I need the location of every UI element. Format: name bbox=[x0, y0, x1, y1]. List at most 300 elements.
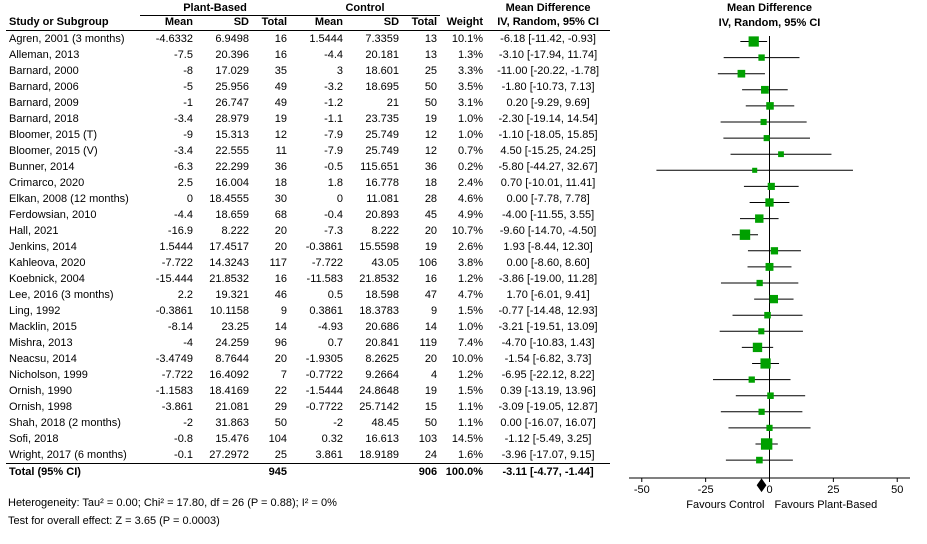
study-name: Sofi, 2018 bbox=[9, 433, 59, 445]
forest-row-marker bbox=[748, 263, 792, 270]
header-group-control: Control bbox=[290, 2, 440, 16]
effect-size-marker bbox=[738, 70, 745, 77]
total-weight: 100.0% bbox=[440, 464, 486, 481]
forest-row-marker bbox=[742, 343, 773, 351]
mean-control: -7.722 bbox=[311, 257, 344, 269]
mean-control: -1.9305 bbox=[305, 353, 344, 365]
table-row bbox=[6, 447, 610, 464]
total-plant: 68 bbox=[274, 209, 288, 221]
table-header-groups bbox=[6, 2, 610, 16]
header-mean-2: Mean bbox=[290, 16, 346, 31]
ci-text: -0.77 [-14.48, 12.93] bbox=[498, 305, 598, 317]
forest-row-marker bbox=[720, 329, 803, 334]
ci-text: 1.93 [-8.44, 12.30] bbox=[503, 241, 593, 253]
total-n2: 906 bbox=[402, 464, 440, 481]
effect-size-marker bbox=[779, 152, 784, 157]
forest-row-marker bbox=[721, 280, 798, 285]
sd-plant: 23.25 bbox=[221, 321, 249, 333]
x-axis-tick-label: 0 bbox=[766, 484, 773, 496]
mean-plant: -0.8 bbox=[174, 433, 193, 445]
forest-row-marker bbox=[723, 136, 810, 141]
ci-text: -1.80 [-10.73, 7.13] bbox=[501, 81, 595, 93]
mean-control: -1.5444 bbox=[305, 385, 344, 397]
study-name: Ling, 1992 bbox=[9, 305, 61, 317]
total-control: 12 bbox=[424, 145, 438, 157]
sd-control: 115.651 bbox=[360, 161, 400, 173]
total-control: 50 bbox=[424, 417, 438, 429]
forest-plot-panel bbox=[612, 0, 927, 544]
study-name: Barnard, 2018 bbox=[9, 113, 79, 125]
forest-row-marker bbox=[731, 152, 832, 157]
sd-plant: 21.8532 bbox=[209, 273, 249, 285]
sd-plant: 18.659 bbox=[215, 209, 249, 221]
ci-text: 0.70 [-10.01, 11.41] bbox=[500, 177, 596, 189]
total-control: 20 bbox=[424, 353, 438, 365]
total-control: 19 bbox=[424, 385, 438, 397]
table-row bbox=[6, 143, 610, 159]
sd-plant: 24.259 bbox=[215, 337, 249, 349]
total-plant: 96 bbox=[274, 337, 288, 349]
study-name: Bloomer, 2015 (V) bbox=[9, 145, 98, 157]
total-plant: 20 bbox=[274, 353, 288, 365]
mean-plant: -15.444 bbox=[155, 273, 193, 285]
effect-size-marker bbox=[757, 457, 763, 463]
study-name: Lee, 2016 (3 months) bbox=[9, 289, 114, 301]
total-plant: 16 bbox=[274, 33, 288, 45]
sd-control: 20.841 bbox=[365, 337, 400, 349]
weight: 1.0% bbox=[457, 129, 484, 141]
table-row bbox=[6, 191, 610, 207]
table-row bbox=[6, 63, 610, 79]
weight: 1.6% bbox=[457, 449, 484, 461]
sd-control: 18.601 bbox=[365, 65, 400, 77]
sd-control: 8.2625 bbox=[365, 353, 400, 365]
weight: 1.1% bbox=[457, 401, 484, 413]
total-plant: 19 bbox=[274, 113, 288, 125]
total-control: 16 bbox=[424, 273, 438, 285]
ci-text: -2.30 [-19.14, 14.54] bbox=[498, 113, 598, 125]
forest-row-marker bbox=[733, 312, 803, 318]
study-name: Kahleova, 2020 bbox=[9, 257, 86, 269]
mean-control: -7.9 bbox=[324, 129, 344, 141]
total-plant: 12 bbox=[274, 129, 288, 141]
effect-size-marker bbox=[761, 119, 766, 124]
table-row bbox=[6, 271, 610, 287]
mean-control: 0.5 bbox=[327, 289, 344, 301]
plot-title: Mean Difference bbox=[727, 2, 812, 14]
mean-plant: 2.5 bbox=[177, 177, 193, 189]
study-name: Crimarco, 2020 bbox=[9, 177, 85, 189]
sd-control: 18.695 bbox=[365, 81, 400, 93]
ci-text: -11.00 [-20.22, -1.78] bbox=[497, 65, 600, 77]
ci-text: 0.00 [-7.78, 7.78] bbox=[506, 193, 590, 205]
mean-control: -7.9 bbox=[324, 145, 344, 157]
ci-text: -3.96 [-17.07, 9.15] bbox=[501, 449, 595, 461]
ci-text: -1.10 [-18.05, 15.85] bbox=[498, 129, 598, 141]
sd-plant: 25.956 bbox=[215, 81, 249, 93]
sd-plant: 8.7644 bbox=[215, 353, 249, 365]
effect-size-marker bbox=[762, 86, 769, 93]
ci-text: -6.18 [-11.42, -0.93] bbox=[500, 33, 596, 45]
total-plant: 22 bbox=[274, 385, 288, 397]
mean-control: -0.7722 bbox=[305, 401, 344, 413]
ci-text: -4.00 [-11.55, 3.55] bbox=[501, 209, 595, 221]
table-row bbox=[6, 351, 610, 367]
mean-plant: -1.1583 bbox=[155, 385, 193, 397]
total-control: 9 bbox=[430, 305, 438, 317]
sd-plant: 15.313 bbox=[215, 129, 249, 141]
total-blank-2 bbox=[196, 464, 252, 481]
total-plant: 25 bbox=[274, 449, 288, 461]
total-plant: 7 bbox=[280, 369, 288, 381]
sd-plant: 22.555 bbox=[215, 145, 249, 157]
total-control: 14 bbox=[424, 321, 438, 333]
plot-subtitle: IV, Random, 95% CI bbox=[718, 17, 821, 29]
weight: 1.0% bbox=[457, 321, 484, 333]
mean-plant: -3.861 bbox=[161, 401, 193, 413]
total-control: 103 bbox=[418, 433, 438, 445]
forest-row-marker bbox=[736, 393, 805, 399]
header-ci: IV, Random, 95% CI bbox=[486, 16, 610, 31]
mean-plant: 1.5444 bbox=[159, 241, 193, 253]
ci-text: -3.21 [-19.51, 13.09] bbox=[498, 321, 598, 333]
effect-size-marker bbox=[759, 55, 764, 60]
study-name: Alleman, 2013 bbox=[9, 49, 80, 61]
sd-control: 16.613 bbox=[365, 433, 400, 445]
sd-control: 21 bbox=[386, 97, 400, 109]
forest-row-marker bbox=[740, 37, 767, 46]
table-row bbox=[6, 319, 610, 335]
sd-plant: 27.2972 bbox=[209, 449, 249, 461]
effect-size-marker bbox=[759, 329, 764, 334]
effect-size-marker bbox=[770, 295, 777, 302]
mean-plant: -0.3861 bbox=[155, 305, 193, 317]
effect-size-marker bbox=[749, 377, 754, 382]
sd-control: 25.749 bbox=[365, 129, 400, 141]
mean-control: -0.7722 bbox=[305, 369, 344, 381]
mean-plant: -8.14 bbox=[167, 321, 193, 333]
total-plant: 117 bbox=[269, 257, 288, 269]
favours-control-label: Favours Control bbox=[686, 499, 765, 511]
study-name: Ornish, 1998 bbox=[9, 401, 72, 413]
sd-plant: 21.081 bbox=[215, 401, 249, 413]
mean-control: 1.5444 bbox=[309, 33, 344, 45]
total-control: 50 bbox=[424, 81, 438, 93]
x-axis-tick-label: -25 bbox=[697, 484, 714, 496]
sd-control: 21.8532 bbox=[359, 273, 400, 285]
total-plant: 14 bbox=[274, 321, 288, 333]
mean-plant: -5 bbox=[183, 81, 193, 93]
effect-size-marker bbox=[759, 409, 764, 414]
ci-text: -3.09 [-19.05, 12.87] bbox=[498, 401, 598, 413]
table-row bbox=[6, 95, 610, 111]
total-control: 13 bbox=[424, 33, 438, 45]
forest-row-marker bbox=[750, 199, 790, 206]
sd-control: 8.222 bbox=[371, 225, 400, 237]
weight: 1.2% bbox=[457, 369, 484, 381]
weight: 7.4% bbox=[457, 337, 484, 349]
mean-plant: -8 bbox=[183, 65, 193, 77]
weight: 14.5% bbox=[451, 433, 484, 445]
effect-size-marker bbox=[757, 280, 762, 285]
table-footer bbox=[6, 464, 610, 481]
forest-row-marker bbox=[726, 457, 793, 463]
sd-plant: 8.222 bbox=[221, 225, 249, 237]
table-row bbox=[6, 335, 610, 351]
mean-plant: 2.2 bbox=[177, 289, 193, 301]
total-control: 106 bbox=[418, 257, 438, 269]
table-row bbox=[6, 415, 610, 431]
heterogeneity-text: Heterogeneity: Tau² = 0.00; Chi² = 17.80, df = 26 (P = 0.88); I² = 0% bbox=[8, 497, 337, 509]
ci-text: -9.60 [-14.70, -4.50] bbox=[499, 225, 597, 237]
sd-control: 20.181 bbox=[365, 49, 400, 61]
forest-row-marker bbox=[728, 425, 810, 430]
study-name: Neacsu, 2014 bbox=[9, 353, 77, 365]
mean-plant: -3.4749 bbox=[155, 353, 193, 365]
header-spacer bbox=[6, 2, 140, 16]
mean-plant: -2 bbox=[183, 417, 193, 429]
total-plant: 20 bbox=[274, 225, 288, 237]
study-name: Barnard, 2006 bbox=[9, 81, 79, 93]
effect-size-marker bbox=[753, 168, 757, 172]
forest-row-marker bbox=[732, 230, 758, 239]
study-name: Bloomer, 2015 (T) bbox=[9, 129, 98, 141]
sd-plant: 16.4092 bbox=[209, 369, 249, 381]
sd-control: 25.749 bbox=[365, 145, 400, 157]
sd-plant: 19.321 bbox=[215, 289, 249, 301]
total-control: 18 bbox=[424, 177, 438, 189]
total-plant: 30 bbox=[274, 193, 288, 205]
weight: 4.6% bbox=[457, 193, 484, 205]
study-name: Koebnick, 2004 bbox=[9, 273, 85, 285]
effect-size-marker bbox=[768, 183, 774, 189]
sd-control: 25.7142 bbox=[359, 401, 400, 413]
ci-text: 0.00 [-16.07, 16.07] bbox=[500, 417, 596, 429]
mean-plant: -7.722 bbox=[161, 369, 193, 381]
sd-control: 18.9189 bbox=[359, 449, 400, 461]
mean-control: -0.4 bbox=[324, 209, 344, 221]
total-control: 4 bbox=[430, 369, 438, 381]
forest-row-marker bbox=[742, 86, 788, 93]
total-plant: 50 bbox=[274, 417, 288, 429]
ci-text: -5.80 [-44.27, 32.67] bbox=[498, 161, 598, 173]
weight: 0.7% bbox=[457, 145, 484, 157]
forest-row-marker bbox=[754, 295, 793, 302]
sd-control: 48.45 bbox=[371, 417, 400, 429]
sd-plant: 22.299 bbox=[215, 161, 249, 173]
sd-control: 43.05 bbox=[371, 257, 400, 269]
mean-plant: -4.6332 bbox=[155, 33, 193, 45]
total-control: 119 bbox=[419, 337, 438, 349]
table-row bbox=[6, 159, 610, 175]
total-plant: 49 bbox=[274, 81, 288, 93]
total-ci: -3.11 [-4.77, -1.44] bbox=[486, 464, 610, 481]
weight: 4.9% bbox=[457, 209, 484, 221]
sd-plant: 28.979 bbox=[215, 113, 249, 125]
effect-size-marker bbox=[767, 103, 774, 110]
sd-plant: 14.3243 bbox=[209, 257, 249, 269]
table-header-columns bbox=[6, 16, 610, 31]
total-control: 12 bbox=[424, 129, 438, 141]
forest-row-marker bbox=[744, 183, 799, 189]
mean-plant: -0.1 bbox=[174, 449, 193, 461]
total-control: 19 bbox=[424, 113, 438, 125]
weight: 10.1% bbox=[451, 33, 484, 45]
mean-control: -0.3861 bbox=[305, 241, 344, 253]
mean-control: 0.7 bbox=[327, 337, 344, 349]
mean-control: -4.4 bbox=[324, 49, 344, 61]
forest-row-marker bbox=[746, 103, 794, 110]
table-row bbox=[6, 223, 610, 239]
x-axis-tick-label: 50 bbox=[891, 484, 904, 496]
ci-text: 4.50 [-15.25, 24.25] bbox=[500, 145, 596, 157]
table-row bbox=[6, 303, 610, 319]
effect-size-marker bbox=[761, 439, 771, 449]
total-plant: 29 bbox=[274, 401, 288, 413]
total-plant: 104 bbox=[268, 433, 288, 445]
total-control: 15 bbox=[424, 401, 438, 413]
ci-text: -1.12 [-5.49, 3.25] bbox=[504, 433, 592, 445]
weight: 4.7% bbox=[457, 289, 484, 301]
forest-row-marker bbox=[752, 359, 779, 368]
ci-text: -3.86 [-19.00, 11.28] bbox=[498, 273, 598, 285]
sd-plant: 18.4555 bbox=[209, 193, 249, 205]
sd-plant: 16.004 bbox=[215, 177, 249, 189]
header-total-1: Total bbox=[252, 16, 290, 31]
mean-control: 0.32 bbox=[321, 433, 344, 445]
weight: 1.3% bbox=[457, 49, 484, 61]
header-study: Study or Subgroup bbox=[6, 16, 140, 31]
mean-plant: -4.4 bbox=[174, 209, 193, 221]
sd-control: 20.686 bbox=[365, 321, 400, 333]
total-row bbox=[6, 464, 610, 481]
effect-size-marker bbox=[764, 136, 769, 141]
study-name: Bunner, 2014 bbox=[9, 161, 75, 173]
sd-control: 7.3359 bbox=[365, 33, 400, 45]
study-name: Hall, 2021 bbox=[9, 225, 59, 237]
mean-control: 0 bbox=[336, 193, 344, 205]
mean-control: -7.3 bbox=[324, 225, 344, 237]
mean-control: -0.5 bbox=[324, 161, 344, 173]
total-plant: 18 bbox=[274, 177, 288, 189]
mean-plant: -1 bbox=[183, 97, 193, 109]
table-row bbox=[6, 255, 610, 271]
mean-plant: 0 bbox=[186, 193, 193, 205]
header-sd-1: SD bbox=[196, 16, 252, 31]
total-control: 36 bbox=[424, 161, 438, 173]
sd-plant: 17.029 bbox=[215, 65, 249, 77]
header-group-plant-based: Plant-Based bbox=[140, 2, 290, 16]
sd-control: 18.3783 bbox=[359, 305, 400, 317]
table-row bbox=[6, 207, 610, 223]
study-name: Ferdowsian, 2010 bbox=[9, 209, 97, 221]
table-row bbox=[6, 31, 610, 48]
table-row bbox=[6, 47, 610, 63]
ci-text: 0.20 [-9.29, 9.69] bbox=[506, 97, 590, 109]
sd-plant: 26.747 bbox=[215, 97, 249, 109]
weight: 10.7% bbox=[451, 225, 484, 237]
x-axis-tick-label: 25 bbox=[827, 484, 840, 496]
summary-diamond bbox=[757, 479, 766, 491]
weight: 3.5% bbox=[457, 81, 484, 93]
weight: 2.6% bbox=[457, 241, 484, 253]
ci-text: -3.10 [-17.94, 11.74] bbox=[498, 49, 598, 61]
mean-control: 3 bbox=[336, 65, 344, 77]
study-name: Nicholson, 1999 bbox=[9, 369, 88, 381]
total-plant: 9 bbox=[280, 305, 288, 317]
effect-size-marker bbox=[768, 393, 774, 399]
header-weight: Weight bbox=[440, 16, 486, 31]
table-row bbox=[6, 383, 610, 399]
total-plant: 16 bbox=[274, 273, 288, 285]
forest-row-marker bbox=[656, 168, 853, 172]
effect-size-marker bbox=[771, 248, 777, 254]
sd-control: 20.893 bbox=[365, 209, 400, 221]
sd-control: 24.8648 bbox=[359, 385, 400, 397]
weight: 1.2% bbox=[457, 273, 484, 285]
weight: 1.5% bbox=[457, 305, 484, 317]
mean-control: 0.3861 bbox=[309, 305, 344, 317]
forest-row-marker bbox=[713, 377, 791, 382]
sd-plant: 18.4169 bbox=[209, 385, 249, 397]
study-name: Shah, 2018 (2 months) bbox=[9, 417, 121, 429]
table-row bbox=[6, 175, 610, 191]
total-control: 24 bbox=[424, 449, 438, 461]
sd-control: 9.2664 bbox=[365, 369, 400, 381]
header-mean-1: Mean bbox=[140, 16, 196, 31]
mean-control: -3.2 bbox=[324, 81, 344, 93]
table-row bbox=[6, 239, 610, 255]
total-control: 28 bbox=[424, 193, 438, 205]
mean-control: 1.8 bbox=[327, 177, 344, 189]
header-mean-difference: Mean Difference bbox=[505, 2, 591, 15]
forest-row-marker bbox=[740, 215, 779, 222]
header-sd-2: SD bbox=[346, 16, 402, 31]
header-spacer-weight bbox=[440, 2, 486, 16]
mean-control: -11.583 bbox=[306, 273, 344, 285]
sd-control: 16.778 bbox=[365, 177, 400, 189]
total-plant: 16 bbox=[274, 49, 288, 61]
table-header bbox=[6, 2, 610, 31]
table-body bbox=[6, 31, 610, 464]
forest-row-marker bbox=[748, 248, 801, 254]
sd-plant: 20.396 bbox=[215, 49, 249, 61]
sd-plant: 17.4517 bbox=[209, 241, 249, 253]
table-row bbox=[6, 287, 610, 303]
header-total-2: Total bbox=[402, 16, 440, 31]
sd-control: 18.598 bbox=[365, 289, 400, 301]
mean-plant: -9 bbox=[183, 129, 193, 141]
weight: 0.2% bbox=[457, 161, 484, 173]
total-blank-3 bbox=[290, 464, 346, 481]
effect-size-marker bbox=[766, 263, 773, 270]
weight: 2.4% bbox=[457, 177, 484, 189]
overall-effect-text: Test for overall effect: Z = 3.65 (P = 0.0003) bbox=[8, 515, 220, 527]
mean-plant: -7.722 bbox=[161, 257, 193, 269]
effect-size-marker bbox=[765, 312, 771, 318]
mean-control: -4.93 bbox=[317, 321, 344, 333]
sd-control: 11.081 bbox=[366, 193, 400, 205]
study-name: Elkan, 2008 (12 months) bbox=[9, 193, 129, 205]
study-name: Wright, 2017 (6 months) bbox=[9, 449, 127, 461]
mean-control: 3.861 bbox=[315, 449, 344, 461]
total-label: Total (95% CI) bbox=[6, 464, 140, 481]
forest-row-marker bbox=[755, 439, 777, 449]
meta-analysis-table bbox=[6, 2, 610, 480]
total-plant: 11 bbox=[275, 145, 288, 157]
total-plant: 46 bbox=[274, 289, 288, 301]
table-row bbox=[6, 431, 610, 447]
